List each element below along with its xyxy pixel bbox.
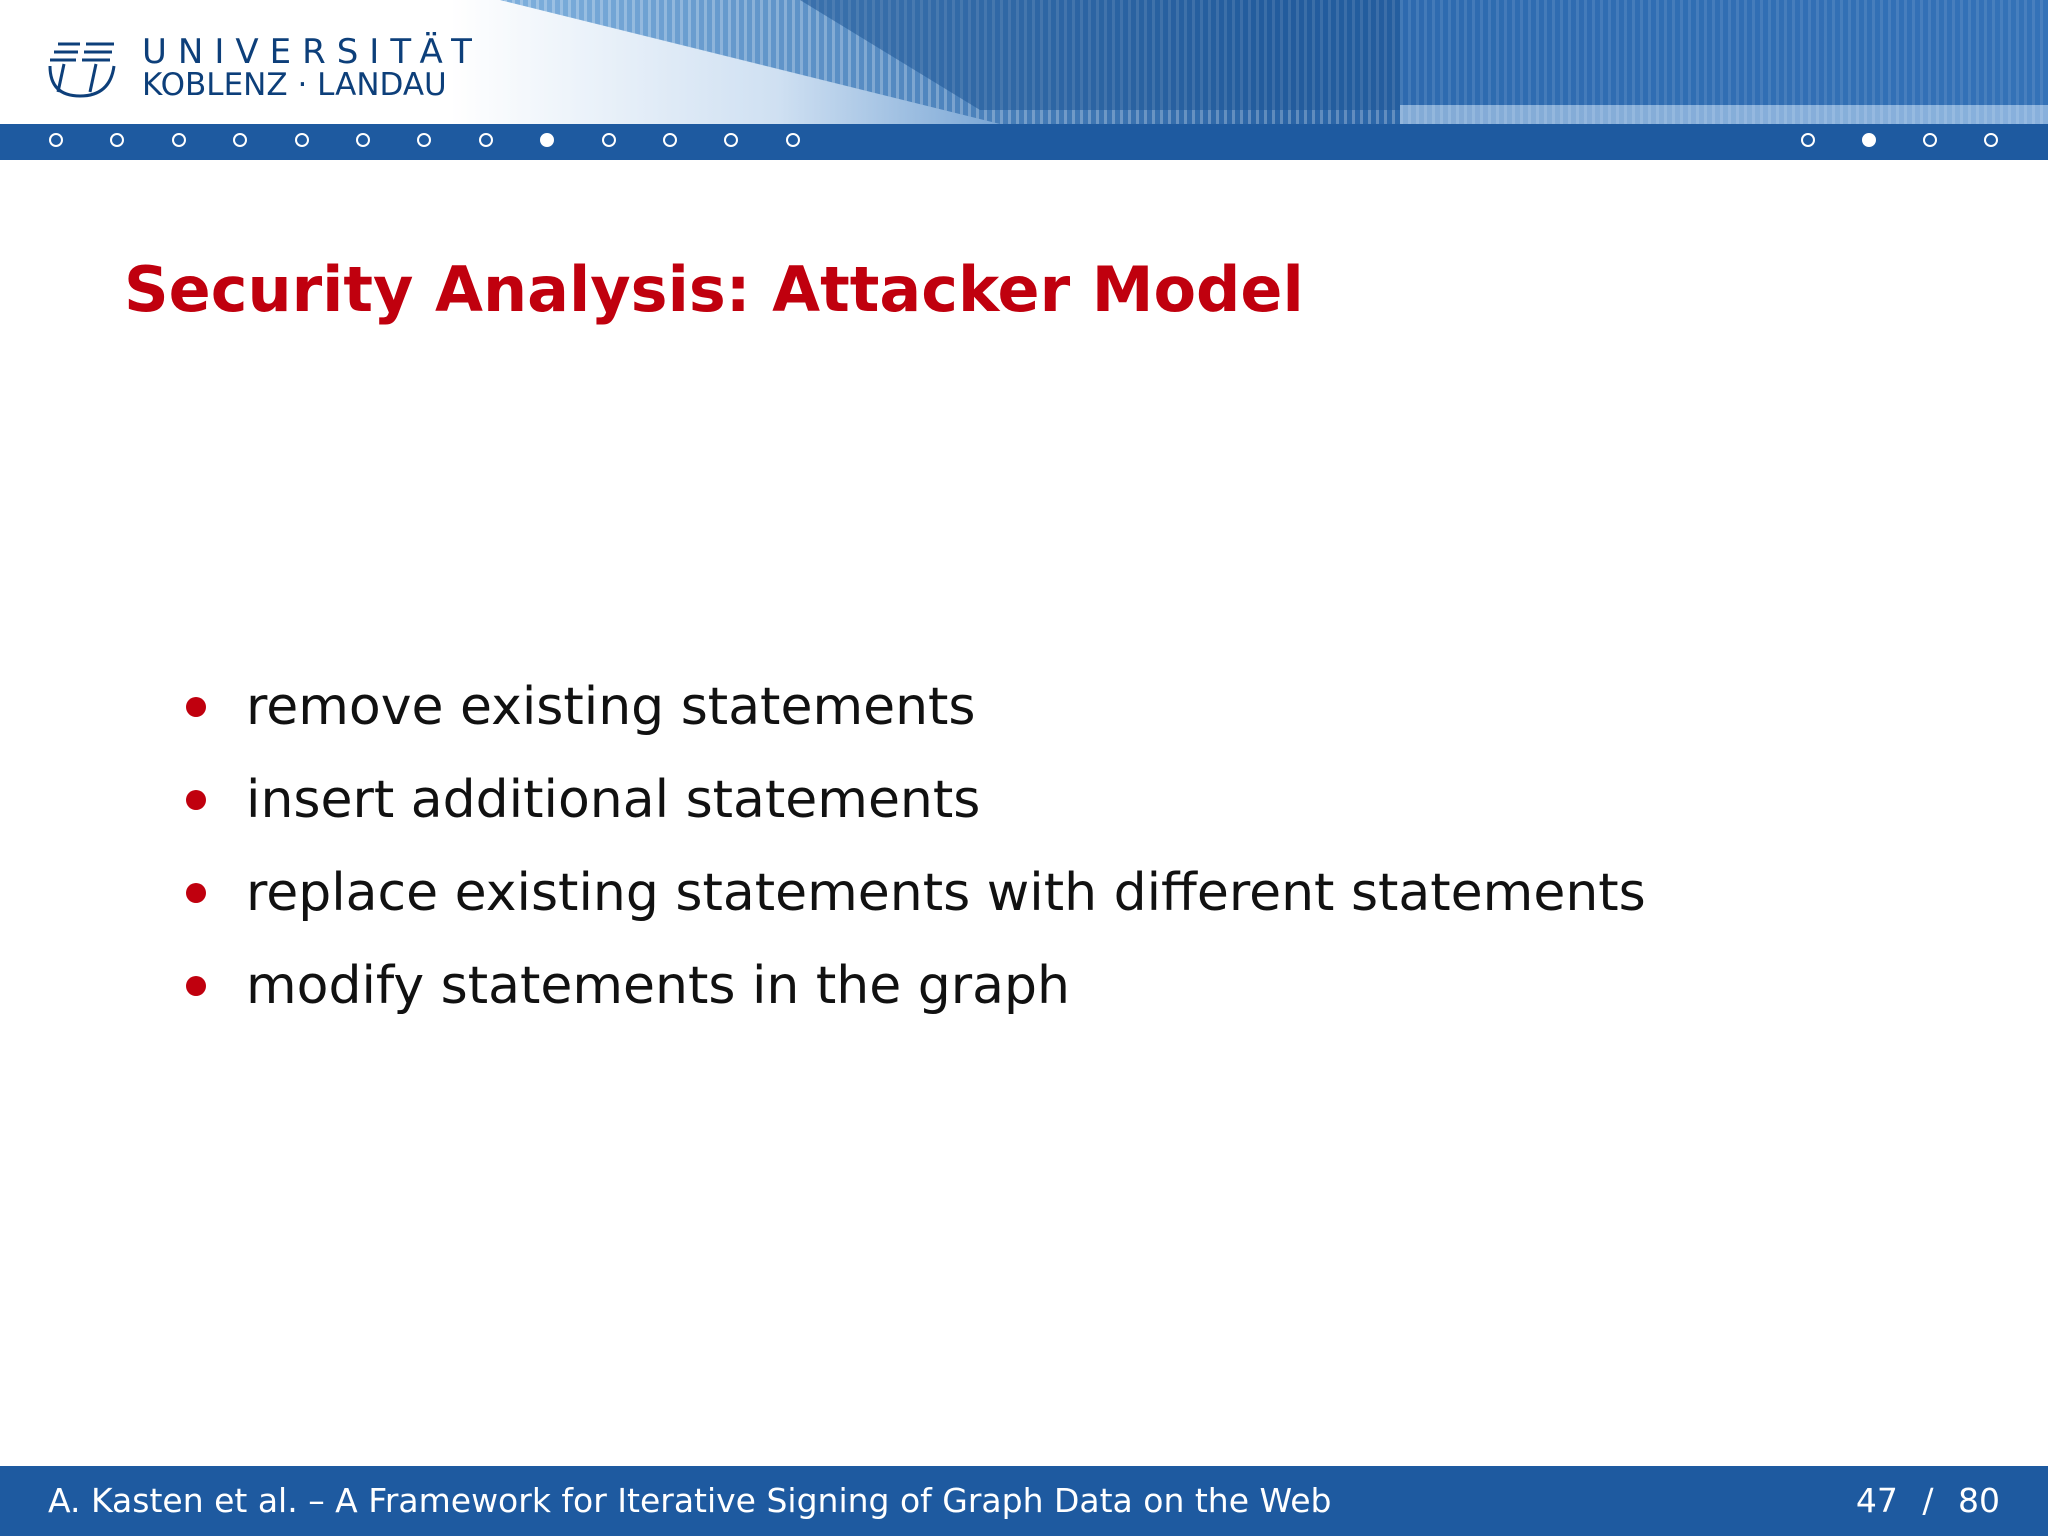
bullet-text: replace existing statements with different statements: [246, 862, 1646, 923]
bullet-item: [186, 939, 1646, 1032]
university-logo: [44, 32, 483, 104]
section-nav-dot-13[interactable]: [786, 133, 800, 147]
subsection-nav-dot-4[interactable]: [1984, 133, 1998, 147]
bullet-icon: [186, 976, 206, 996]
logo-text-universitat: UNIVERSITÄT: [142, 32, 483, 72]
bullet-icon: [186, 697, 206, 717]
subsection-nav-dot-1[interactable]: [1801, 133, 1815, 147]
subsection-navigation-dots: [1801, 133, 2045, 147]
bullet-item: [186, 846, 1646, 939]
bullet-icon: [186, 883, 206, 903]
university-emblem-icon: [44, 36, 126, 102]
page-current: 47: [1855, 1481, 1898, 1520]
footer-bar: [0, 1466, 2048, 1536]
bullet-text: modify statements in the graph: [246, 955, 1070, 1016]
bullet-item: [186, 753, 1646, 846]
section-nav-dot-1[interactable]: [49, 133, 63, 147]
logo-text-koblenz-landau: KOBLENZ · LANDAU: [142, 67, 447, 103]
page-total: 80: [1958, 1481, 2000, 1520]
page-number: [1856, 1466, 2000, 1536]
section-nav-dot-4[interactable]: [233, 133, 247, 147]
subsection-nav-dot-2[interactable]: [1862, 133, 1876, 147]
section-nav-dot-6[interactable]: [356, 133, 370, 147]
navigation-bar: [0, 124, 2048, 160]
section-nav-dot-9[interactable]: [540, 133, 554, 147]
page-separator: /: [1922, 1481, 1934, 1520]
slide-title: Security Analysis: Attacker Model: [124, 253, 1304, 326]
section-navigation-dots: [49, 133, 847, 147]
section-nav-dot-5[interactable]: [295, 133, 309, 147]
subsection-nav-dot-3[interactable]: [1923, 133, 1937, 147]
section-nav-dot-2[interactable]: [110, 133, 124, 147]
bullet-text: remove existing statements: [246, 676, 976, 737]
section-nav-dot-3[interactable]: [172, 133, 186, 147]
bullet-list: [186, 660, 1646, 1032]
section-nav-dot-12[interactable]: [724, 133, 738, 147]
bullet-icon: [186, 790, 206, 810]
section-nav-dot-10[interactable]: [602, 133, 616, 147]
bullet-item: [186, 660, 1646, 753]
bullet-text: insert additional statements: [246, 769, 981, 830]
section-nav-dot-7[interactable]: [417, 133, 431, 147]
footer-author-title: A. Kasten et al. – A Framework for Iterative Signing of Graph Data on the Web: [48, 1481, 1332, 1520]
section-nav-dot-8[interactable]: [479, 133, 493, 147]
section-nav-dot-11[interactable]: [663, 133, 677, 147]
